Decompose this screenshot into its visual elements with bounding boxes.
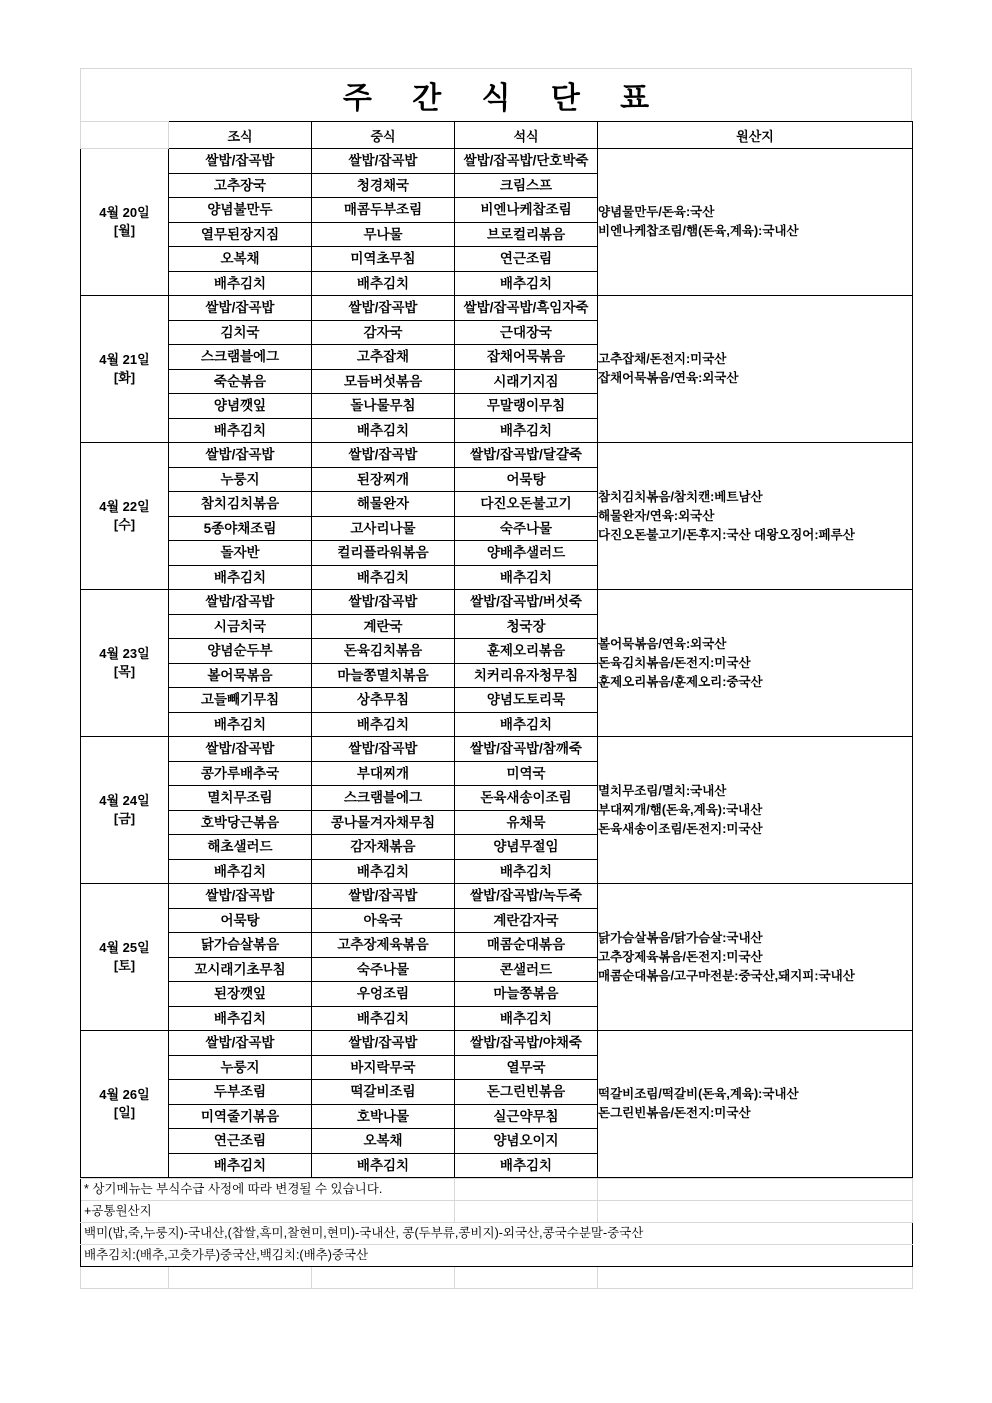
menu-item: 우엉조림 <box>312 982 454 1007</box>
date-line-2: [토] <box>113 958 136 973</box>
menu-item: 매콤순대볶음 <box>455 933 597 958</box>
menu-item: 배추김치 <box>356 863 410 879</box>
menu-item: 해물완자 <box>312 492 454 517</box>
menu-item: 배추김치 <box>499 716 553 732</box>
origin-item: 양념물만두/돈육:국산 <box>598 205 715 219</box>
menu-item: 쌀밥/잡곡밥 <box>312 737 454 762</box>
menu-item: 쌀밥/잡곡밥/야채죽 <box>455 1031 597 1056</box>
date-line-2: [수] <box>113 517 136 532</box>
footer-origin-row-1 <box>81 1223 913 1245</box>
menu-item: 배추김치 <box>213 569 267 585</box>
menu-item: 쌀밥/잡곡밥 <box>312 443 454 468</box>
menu-item: 아욱국 <box>312 909 454 934</box>
breakfast-cell <box>169 590 312 737</box>
menu-item: 계란국 <box>312 615 454 640</box>
date-line-1: 4월 20일 <box>99 205 150 220</box>
menu-item: 닭가슴살볶음 <box>169 933 311 958</box>
menu-item: 돈육새송이조림 <box>455 786 597 811</box>
origin-cell <box>598 1031 913 1178</box>
menu-item: 호박당근볶음 <box>169 811 311 836</box>
menu-item: 쌀밥/잡곡밥 <box>312 590 454 615</box>
menu-item: 배추김치 <box>499 275 553 291</box>
footer-spacer-row <box>81 1267 913 1289</box>
origin-item: 다진오돈불고기/돈후지:국산 대왕오징어:페루산 <box>598 527 855 542</box>
menu-item: 어묵탕 <box>169 909 311 934</box>
menu-item: 훈제오리볶음 <box>455 639 597 664</box>
footer-origin-line-1: 백미(밥,죽,누룽지)-국내산,(찹쌀,흑미,찰현미,현미)-국내산, 콩(두부류,콩비지)-외국산,콩국수분말-중국산 <box>81 1223 913 1245</box>
origin-cell <box>598 443 913 590</box>
header-dinner: 석식 <box>455 122 598 149</box>
date-line-1: 4월 23일 <box>99 646 150 661</box>
menu-item: 누룽지 <box>169 1056 311 1081</box>
menu-item: 배추김치 <box>356 1157 410 1173</box>
menu-item: 마늘쫑멸치볶음 <box>312 664 454 689</box>
menu-item: 쌀밥/잡곡밥 <box>169 443 311 468</box>
table-row <box>81 590 913 737</box>
menu-item: 고들빼기무침 <box>169 688 311 713</box>
dinner-cell <box>455 443 598 590</box>
origin-item: 돈육새송이조림/돈전지:미국산 <box>598 821 763 836</box>
origin-cell <box>598 737 913 884</box>
header-breakfast: 조식 <box>169 122 312 149</box>
menu-item: 연근조림 <box>455 247 597 272</box>
menu-item: 쌀밥/잡곡밥 <box>169 149 311 174</box>
footer-spacer-3 <box>312 1267 455 1289</box>
menu-item: 계란감자국 <box>455 909 597 934</box>
footer-spacer-2 <box>169 1267 312 1289</box>
menu-item: 열무국 <box>455 1056 597 1081</box>
footer-spacer-5 <box>598 1267 913 1289</box>
breakfast-cell <box>169 737 312 884</box>
footer-blank-1 <box>455 1179 598 1201</box>
menu-item: 쌀밥/잡곡밥 <box>312 149 454 174</box>
footer-common-title: +공통원산지 <box>81 1201 455 1223</box>
menu-item: 배추김치 <box>213 863 267 879</box>
menu-item: 쌀밥/잡곡밥/녹두죽 <box>455 884 597 909</box>
menu-item: 크림스프 <box>455 174 597 199</box>
menu-item: 고추장국 <box>169 174 311 199</box>
menu-item: 오복채 <box>312 1129 454 1154</box>
date-line-1: 4월 22일 <box>99 499 150 514</box>
table-body <box>81 149 913 1178</box>
menu-item: 쌀밥/잡곡밥/버섯죽 <box>455 590 597 615</box>
header-date <box>81 122 169 149</box>
menu-item: 돌자반 <box>169 541 311 566</box>
menu-item: 배추김치 <box>356 422 410 438</box>
table-row <box>81 884 913 1031</box>
menu-item: 배추김치 <box>499 863 553 879</box>
menu-item: 시금치국 <box>169 615 311 640</box>
menu-item: 멸치무조림 <box>169 786 311 811</box>
lunch-cell <box>312 737 455 884</box>
menu-item: 고추잡채 <box>312 345 454 370</box>
menu-item: 꼬시래기초무침 <box>169 958 311 983</box>
menu-item: 된장깻잎 <box>169 982 311 1007</box>
menu-item: 배추김치 <box>213 275 267 291</box>
header-lunch: 중식 <box>312 122 455 149</box>
menu-item: 시래기지짐 <box>455 370 597 395</box>
menu-item: 쌀밥/잡곡밥 <box>169 590 311 615</box>
origin-item: 떡갈비조림/떡갈비(돈육,계육):국내산 <box>598 1087 799 1101</box>
dinner-cell <box>455 737 598 884</box>
table-row <box>81 1031 913 1178</box>
footer-blank-3 <box>455 1201 598 1223</box>
date-cell <box>81 737 169 884</box>
table-header-row <box>81 122 913 149</box>
lunch-cell <box>312 443 455 590</box>
menu-item: 오복채 <box>169 247 311 272</box>
header-origin: 원산지 <box>598 122 913 149</box>
dinner-cell <box>455 884 598 1031</box>
menu-item: 배추김치 <box>213 422 267 438</box>
table-row <box>81 149 913 296</box>
menu-item: 마늘쫑볶음 <box>455 982 597 1007</box>
table-header <box>81 122 913 149</box>
menu-item: 배추김치 <box>356 275 410 291</box>
menu-item: 참치김치볶음 <box>169 492 311 517</box>
date-line-1: 4월 25일 <box>99 940 150 955</box>
menu-item: 바지락무국 <box>312 1056 454 1081</box>
lunch-cell <box>312 590 455 737</box>
table-row <box>81 296 913 443</box>
menu-item: 모듬버섯볶음 <box>312 370 454 395</box>
footer-origin-row-2 <box>81 1245 913 1267</box>
menu-item: 양념불만두 <box>169 198 311 223</box>
menu-item: 된장찌개 <box>312 468 454 493</box>
menu-item: 상추무침 <box>312 688 454 713</box>
menu-item: 쌀밥/잡곡밥/단호박죽 <box>455 149 597 174</box>
menu-item: 쌀밥/잡곡밥/달걀죽 <box>455 443 597 468</box>
menu-item: 배추김치 <box>213 716 267 732</box>
menu-table <box>80 121 913 1178</box>
date-cell <box>81 590 169 737</box>
date-line-1: 4월 24일 <box>99 793 150 808</box>
menu-item: 매콤두부조림 <box>312 198 454 223</box>
menu-item: 숙주나물 <box>312 958 454 983</box>
menu-item: 쌀밥/잡곡밥/흑임자죽 <box>455 296 597 321</box>
document-title-row <box>80 68 912 121</box>
date-line-2: [목] <box>113 664 136 679</box>
date-cell <box>81 443 169 590</box>
menu-item: 고사리나물 <box>312 517 454 542</box>
menu-item: 연근조림 <box>169 1129 311 1154</box>
origin-cell <box>598 884 913 1031</box>
menu-item: 미역초무침 <box>312 247 454 272</box>
menu-item: 쌀밥/잡곡밥/참깨죽 <box>455 737 597 762</box>
date-line-2: [일] <box>113 1105 136 1120</box>
footer-spacer-4 <box>455 1267 598 1289</box>
breakfast-cell <box>169 296 312 443</box>
date-cell <box>81 884 169 1031</box>
menu-item: 무나물 <box>312 223 454 248</box>
menu-item: 두부조림 <box>169 1080 311 1105</box>
dinner-cell <box>455 149 598 296</box>
menu-item: 배추김치 <box>213 1157 267 1173</box>
origin-item: 참치김치볶음/참치캔:베트남산 <box>598 489 763 504</box>
lunch-cell <box>312 1031 455 1178</box>
menu-item: 돈육김치볶음 <box>312 639 454 664</box>
menu-item: 쌀밥/잡곡밥 <box>169 1031 311 1056</box>
origin-item: 해물완자/연육:외국산 <box>598 508 715 523</box>
origin-item: 고추장제육볶음/돈전지:미국산 <box>598 949 763 964</box>
menu-item: 유채묵 <box>455 811 597 836</box>
lunch-cell <box>312 884 455 1031</box>
menu-item: 청경채국 <box>312 174 454 199</box>
date-line-2: [금] <box>113 811 136 826</box>
footer-common-row <box>81 1201 913 1223</box>
origin-item: 닭가슴살볶음/닭가슴살:국내산 <box>598 930 763 945</box>
menu-item: 콘샐러드 <box>455 958 597 983</box>
origin-cell <box>598 296 913 443</box>
menu-item: 양배추샐러드 <box>455 541 597 566</box>
menu-item: 배추김치 <box>356 716 410 732</box>
origin-item: 고추잡채/돈전지:미국산 <box>598 352 727 366</box>
menu-item: 양념순두부 <box>169 639 311 664</box>
date-cell <box>81 296 169 443</box>
menu-item: 무말랭이무침 <box>455 394 597 419</box>
menu-item: 돈그린빈볶음 <box>455 1080 597 1105</box>
page-title: 주 간 식 단 표 <box>342 82 666 115</box>
menu-item: 배추김치 <box>356 569 410 585</box>
menu-item: 쌀밥/잡곡밥 <box>312 296 454 321</box>
menu-item: 부대찌개 <box>312 762 454 787</box>
dinner-cell <box>455 1031 598 1178</box>
menu-item: 누룽지 <box>169 468 311 493</box>
menu-item: 배추김치 <box>499 569 553 585</box>
date-line-2: [화] <box>113 370 136 385</box>
menu-item: 콩나물겨자채무침 <box>312 811 454 836</box>
menu-item: 컬리플라워볶음 <box>312 541 454 566</box>
menu-item: 해초샐러드 <box>169 835 311 860</box>
menu-item: 양념깻잎 <box>169 394 311 419</box>
date-cell <box>81 1031 169 1178</box>
menu-item: 콩가루배추국 <box>169 762 311 787</box>
date-line-1: 4월 21일 <box>99 352 150 367</box>
menu-item: 어묵탕 <box>455 468 597 493</box>
menu-item: 호박나물 <box>312 1105 454 1130</box>
menu-item: 숙주나물 <box>455 517 597 542</box>
menu-item: 감자국 <box>312 321 454 346</box>
menu-item: 볼어묵볶음 <box>169 664 311 689</box>
menu-item: 스크램블에그 <box>312 786 454 811</box>
footer-spacer-1 <box>81 1267 169 1289</box>
menu-item: 고추장제육볶음 <box>312 933 454 958</box>
menu-item: 쌀밥/잡곡밥 <box>312 884 454 909</box>
menu-item: 돌나물무침 <box>312 394 454 419</box>
footer-note-row <box>81 1179 913 1201</box>
menu-item: 쌀밥/잡곡밥 <box>169 296 311 321</box>
menu-item: 죽순볶음 <box>169 370 311 395</box>
menu-item: 근대장국 <box>455 321 597 346</box>
breakfast-cell <box>169 1031 312 1178</box>
lunch-cell <box>312 296 455 443</box>
menu-item: 미역줄기볶음 <box>169 1105 311 1130</box>
origin-item: 부대찌개/햄(돈육,계육):국내산 <box>598 802 763 817</box>
origin-item: 볼어묵볶음/연육:외국산 <box>598 636 727 651</box>
menu-item: 5종야채조림 <box>169 517 311 542</box>
menu-item: 배추김치 <box>499 422 553 438</box>
menu-item: 양념오이지 <box>455 1129 597 1154</box>
breakfast-cell <box>169 149 312 296</box>
menu-item: 잡채어묵볶음 <box>455 345 597 370</box>
footer-note: * 상기메뉴는 부식수급 사정에 따라 변경될 수 있습니다. <box>81 1179 455 1201</box>
dinner-cell <box>455 296 598 443</box>
menu-item: 배추김치 <box>499 1157 553 1173</box>
origin-item: 훈제오리볶음/훈제오리:중국산 <box>598 674 763 689</box>
menu-item: 양념무절임 <box>455 835 597 860</box>
menu-item: 양념도토리묵 <box>455 688 597 713</box>
date-line-2: [월] <box>113 223 136 238</box>
lunch-cell <box>312 149 455 296</box>
origin-item: 비엔나케찹조림/햄(돈육,계육):국내산 <box>598 224 799 238</box>
menu-item: 청국장 <box>455 615 597 640</box>
menu-item: 떡갈비조림 <box>312 1080 454 1105</box>
footer-blank-4 <box>598 1201 913 1223</box>
footer-table <box>80 1178 913 1289</box>
menu-item: 김치국 <box>169 321 311 346</box>
origin-item: 돈그린빈볶음/돈전지:미국산 <box>598 1106 751 1120</box>
breakfast-cell <box>169 443 312 590</box>
menu-item: 열무된장지짐 <box>169 223 311 248</box>
table-row <box>81 443 913 590</box>
dinner-cell <box>455 590 598 737</box>
date-line-1: 4월 26일 <box>99 1087 150 1102</box>
origin-item: 매콤순대볶음/고구마전분:중국산,돼지피:국내산 <box>598 968 855 983</box>
menu-item: 비엔나케찹조림 <box>455 198 597 223</box>
menu-item: 쌀밥/잡곡밥 <box>169 884 311 909</box>
menu-item: 감자채볶음 <box>312 835 454 860</box>
origin-item: 돈육김치볶음/돈전지:미국산 <box>598 655 751 670</box>
date-cell <box>81 149 169 296</box>
breakfast-cell <box>169 884 312 1031</box>
origin-cell <box>598 149 913 296</box>
menu-item: 실근약무침 <box>455 1105 597 1130</box>
origin-cell <box>598 590 913 737</box>
menu-item: 미역국 <box>455 762 597 787</box>
footer-origin-line-2: 배추김치:(배추,고춧가루)중국산,백김치:(배추)중국산 <box>81 1245 913 1267</box>
menu-item: 배추김치 <box>499 1010 553 1026</box>
menu-item: 배추김치 <box>356 1010 410 1026</box>
menu-item: 쌀밥/잡곡밥 <box>312 1031 454 1056</box>
origin-item: 멸치무조림/멸치:국내산 <box>598 783 727 798</box>
origin-item: 잡채어묵볶음/연육:외국산 <box>598 371 739 385</box>
table-row <box>81 737 913 884</box>
menu-item: 다진오돈불고기 <box>455 492 597 517</box>
menu-item: 배추김치 <box>213 1010 267 1026</box>
footer-blank-2 <box>598 1179 913 1201</box>
menu-sheet <box>80 68 912 1289</box>
menu-item: 스크램블에그 <box>169 345 311 370</box>
menu-item: 치커리유자청무침 <box>455 664 597 689</box>
menu-item: 쌀밥/잡곡밥 <box>169 737 311 762</box>
menu-item: 브로컬리볶음 <box>455 223 597 248</box>
